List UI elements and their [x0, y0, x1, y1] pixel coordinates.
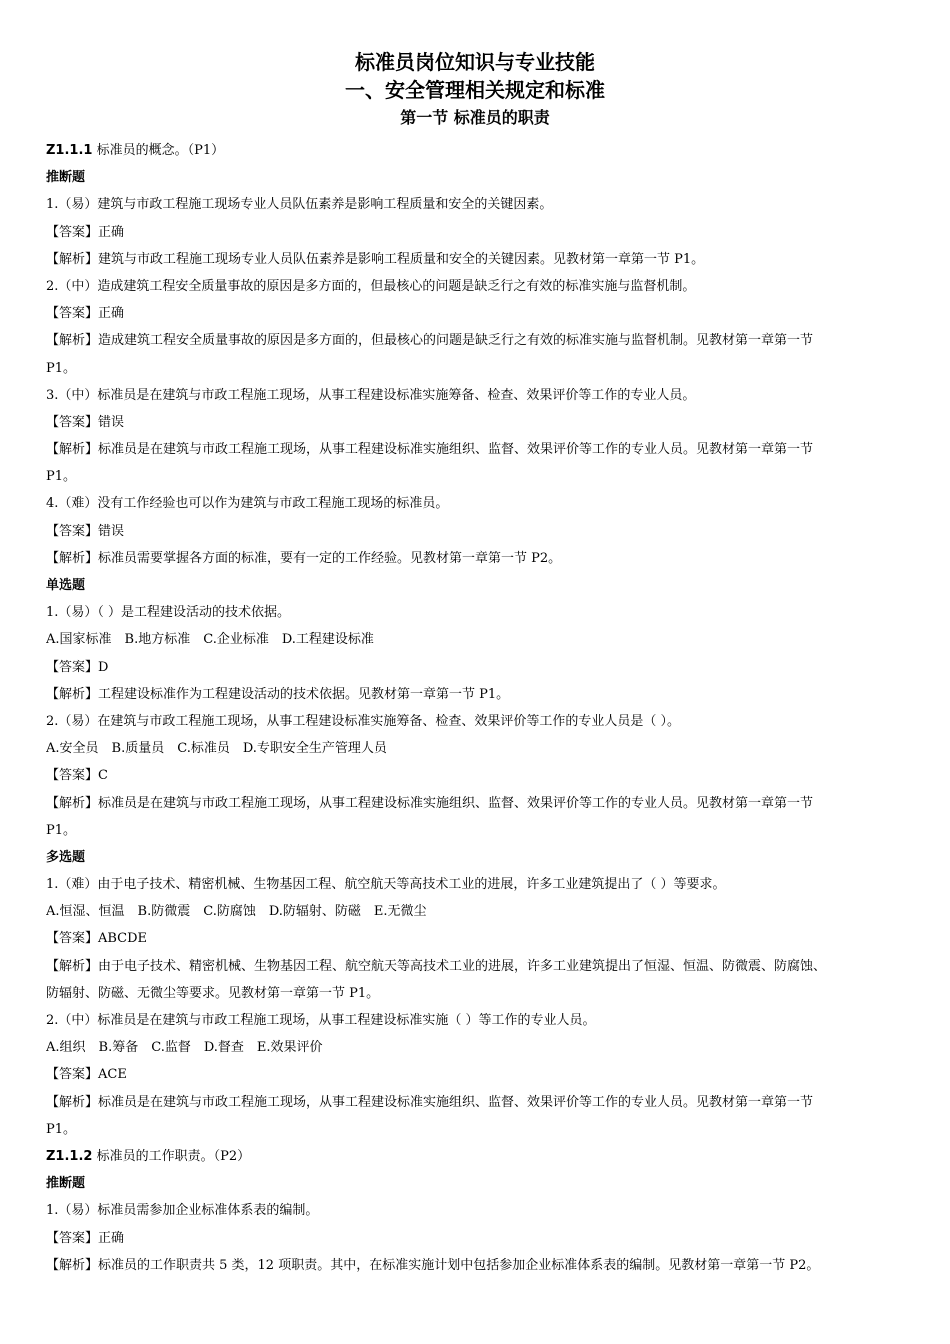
line-text: 2.（易）在建筑与市政工程施工现场，从事工程建设标准实施筹备、检查、效果评价等工作的专业人员是（ ）。: [46, 713, 681, 729]
line-text: 【答案】错误: [46, 414, 125, 430]
line-text: 【解析】建筑与市政工程施工现场专业人员队伍素养是影响工程质量和安全的关键因素。见教材第一章第一节 P1。: [46, 251, 705, 267]
text-line: [46, 1252, 918, 1279]
line-text: 【答案】D: [46, 659, 109, 675]
text-line: [46, 490, 918, 517]
question-type-label: 推断题: [46, 170, 86, 186]
document-title: 标准员岗位知识与专业技能: [355, 50, 595, 74]
text-line: [46, 790, 918, 817]
text-line: [46, 599, 918, 626]
text-line: [46, 1197, 918, 1224]
line-text: 标准员的工作职责。（P2）: [92, 1148, 251, 1164]
text-line: [46, 1034, 918, 1061]
text-line: [46, 953, 918, 980]
text-line: [46, 545, 918, 572]
chapter-heading: 一、安全管理相关规定和标准: [345, 78, 605, 102]
line-text: 【答案】C: [46, 768, 108, 784]
section-heading: 第一节 标准员的职责: [400, 108, 550, 127]
text-line: [46, 1061, 918, 1088]
question-type-heading: [46, 572, 918, 599]
question-type-heading: [46, 1170, 918, 1197]
text-line: [46, 518, 918, 545]
line-text: 2.（中）造成建筑工程安全质量事故的原因是多方面的，但最核心的问题是缺乏行之有效的标准实施与监督机制。: [46, 278, 696, 294]
line-text: 【解析】由于电子技术、精密机械、生物基因工程、航空航天等高技术工业的进展，许多工业建筑提出了恒湿、恒温、防微震、防腐蚀、: [46, 958, 827, 974]
question-type-heading: [46, 164, 918, 191]
line-text: A.组织 B.筹备 C.监督 D.督查 E.效果评价: [46, 1040, 323, 1056]
text-line: [46, 654, 918, 681]
text-line: [46, 300, 918, 327]
line-text: 【答案】错误: [46, 523, 125, 539]
line-text: 标准员的概念。（P1）: [92, 143, 225, 158]
line-text: 3.（中）标准员是在建筑与市政工程施工现场，从事工程建设标准实施筹备、检查、效果评价等工作的专业人员。: [46, 387, 696, 403]
document-body: [46, 137, 918, 1279]
text-line: [46, 898, 918, 925]
text-line: [46, 191, 918, 218]
text-line: [46, 735, 918, 762]
text-line: [46, 219, 918, 246]
text-line: [46, 925, 918, 952]
line-text: 防辐射、防磁、无微尘等要求。见教材第一章第一节 P1。: [46, 985, 380, 1001]
line-text: A.恒湿、恒温 B.防微震 C.防腐蚀 D.防辐射、防磁 E.无微尘: [46, 904, 427, 920]
line-text: 1.（易）（ ）是工程建设活动的技术依据。: [46, 605, 291, 621]
text-line: [46, 871, 918, 898]
knowledge-point-code: Z1.1.2: [46, 1148, 93, 1164]
question-type-heading: [46, 844, 918, 871]
line-text: 【解析】标准员需要掌握各方面的标准，要有一定的工作经验。见教材第一章第一节 P2。: [46, 550, 562, 566]
line-text: 1.（难）由于电子技术、精密机械、生物基因工程、航空航天等高技术工业的进展，许多工业建筑提出了（ ）等要求。: [46, 877, 726, 893]
text-line: [46, 626, 918, 653]
line-text: A.国家标准 B.地方标准 C.企业标准 D.工程建设标准: [46, 632, 374, 648]
line-text: 【解析】标准员是在建筑与市政工程施工现场，从事工程建设标准实施组织、监督、效果评价等工作的专业人员。见教材第一章第一节: [46, 1094, 814, 1110]
text-line: [46, 409, 918, 436]
line-text: 【答案】ABCDE: [46, 931, 148, 947]
text-line: [46, 246, 918, 273]
line-text: 1.（易）标准员需参加企业标准体系表的编制。: [46, 1203, 319, 1219]
line-text: 【解析】标准员的工作职责共 5 类，12 项职责。其中，在标准实施计划中包括参加企业标准体系表的编制。见教材第一章第一节 P2。: [46, 1257, 820, 1273]
line-text: 4.（难）没有工作经验也可以作为建筑与市政工程施工现场的标准员。: [46, 496, 449, 512]
text-line: [46, 1116, 918, 1143]
text-line: [46, 980, 918, 1007]
text-line: [46, 762, 918, 789]
text-line: [46, 463, 918, 490]
line-text: 【答案】正确: [46, 1230, 125, 1246]
line-text: 【答案】ACE: [46, 1067, 127, 1083]
text-line: [46, 817, 918, 844]
line-text: 1.（易）建筑与市政工程施工现场专业人员队伍素养是影响工程质量和安全的关键因素。: [46, 197, 553, 213]
text-line: [46, 382, 918, 409]
line-text: P1。: [46, 1121, 77, 1137]
knowledge-point-heading: [46, 1143, 918, 1170]
line-text: P1。: [46, 360, 77, 376]
line-text: 【答案】正确: [46, 306, 125, 322]
line-text: 【答案】正确: [46, 224, 125, 240]
question-type-label: 单选题: [46, 578, 86, 593]
text-line: [46, 273, 918, 300]
knowledge-point-heading: [46, 137, 918, 164]
text-line: [46, 681, 918, 708]
line-text: A.安全员 B.质量员 C.标准员 D.专职安全生产管理人员: [46, 741, 387, 757]
text-line: [46, 355, 918, 382]
line-text: 2.（中）标准员是在建筑与市政工程施工现场，从事工程建设标准实施（ ）等工作的专业人员。: [46, 1013, 596, 1028]
line-text: 【解析】工程建设标准作为工程建设活动的技术依据。见教材第一章第一节 P1。: [46, 686, 510, 702]
text-line: [46, 708, 918, 735]
question-type-label: 多选题: [46, 849, 86, 865]
line-text: 【解析】造成建筑工程安全质量事故的原因是多方面的，但最核心的问题是缺乏行之有效的标准实施与监督机制。见教材第一章第一节: [46, 333, 814, 349]
text-line: [46, 1225, 918, 1252]
text-line: [46, 1007, 918, 1034]
text-line: [46, 327, 918, 354]
knowledge-point-code: Z1.1.1: [46, 143, 93, 158]
line-text: 【解析】标准员是在建筑与市政工程施工现场，从事工程建设标准实施组织、监督、效果评价等工作的专业人员。见教材第一章第一节: [46, 795, 814, 811]
question-type-label: 推断题: [46, 1176, 86, 1192]
line-text: 【解析】标准员是在建筑与市政工程施工现场，从事工程建设标准实施组织、监督、效果评价等工作的专业人员。见教材第一章第一节: [46, 442, 814, 458]
line-text: P1。: [46, 469, 77, 485]
text-line: [46, 1089, 918, 1116]
text-line: [46, 436, 918, 463]
line-text: P1。: [46, 822, 77, 838]
